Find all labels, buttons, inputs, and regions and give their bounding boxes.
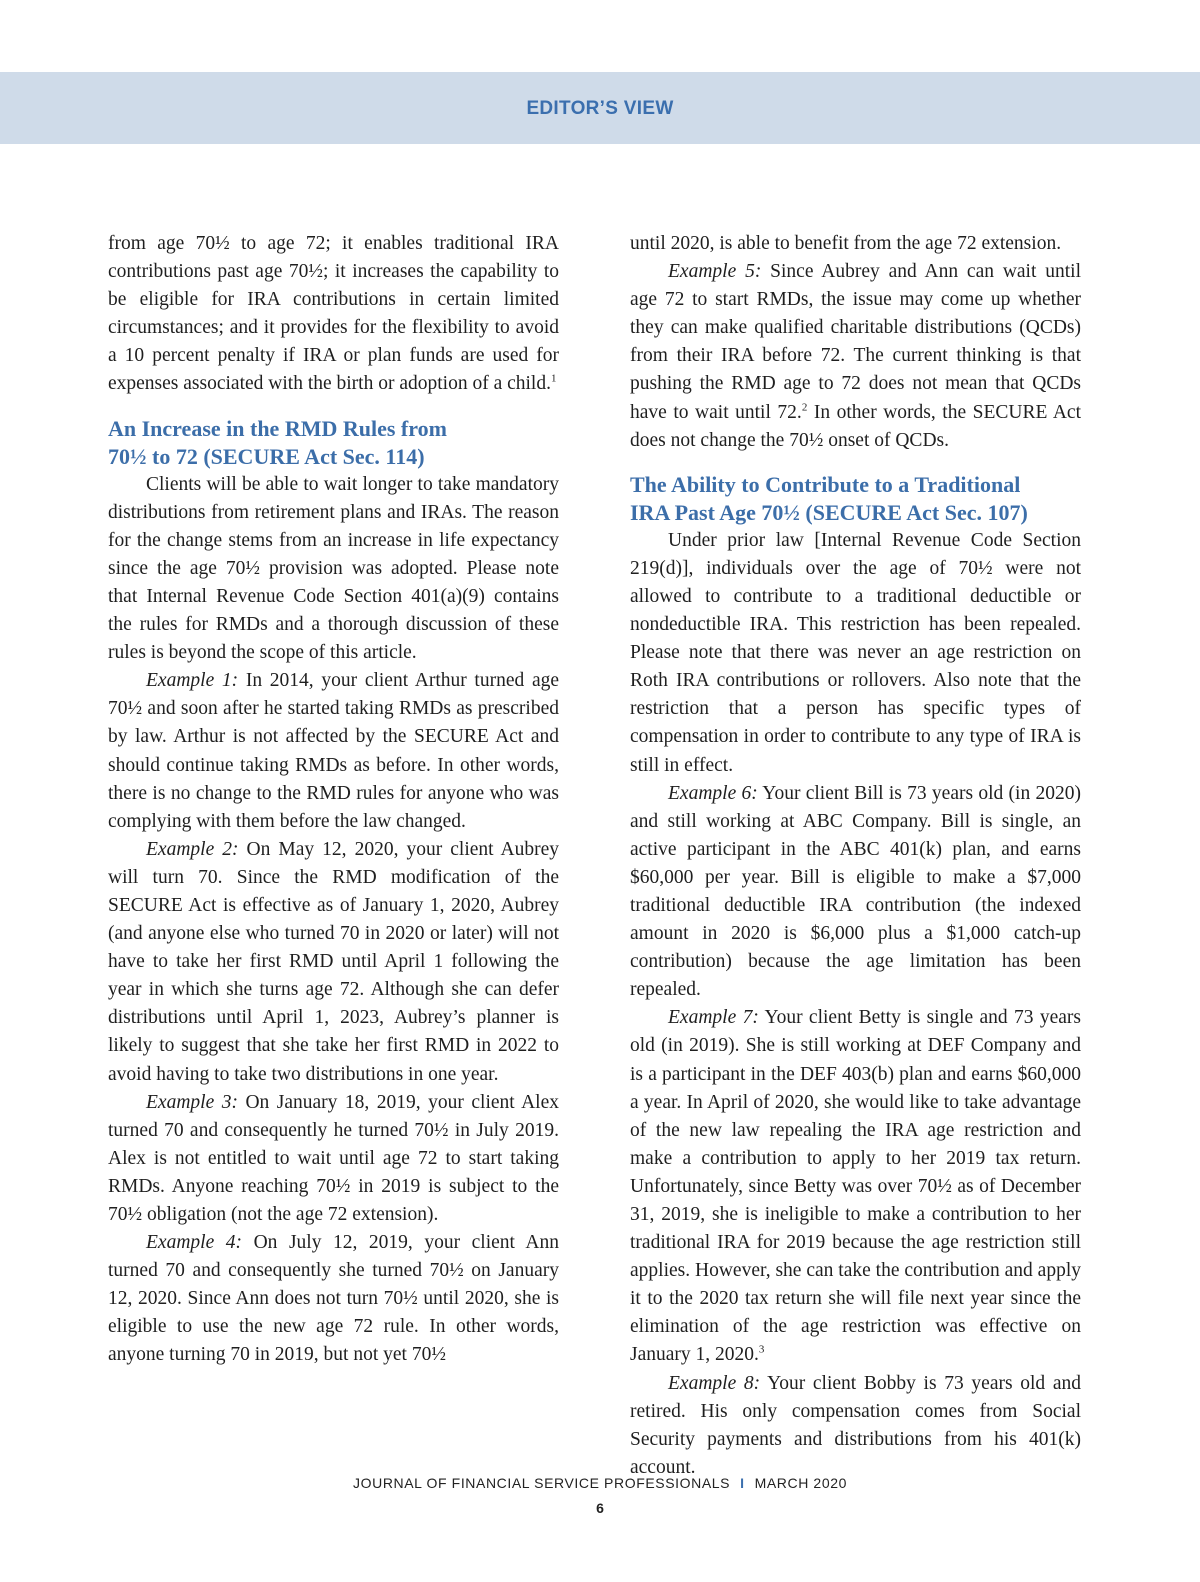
journal-footer — [0, 1475, 1200, 1491]
right-column — [630, 230, 1081, 1482]
example-paragraph: Example 7: Your client Betty is single and 73 years old (in 2019). She is still working at DEF Company and is a participant in the DEF 403(b) plan and earns $60,000 a year. In April of 2020, she would like to take advantage of the new law repealing the IRA age restriction and make a contribution to apply to her 2019 tax return. Unfortunately, since Betty was over 70½ as of December 31, 2019, she is ineligible to make a contribution to her traditional IRA for 2019 because the age restriction still applies. However, she can take the contribution and apply it to the 2020 tax return she will file next year since the elimination of the age restriction was effective on January 1, 2020.$^3$ — [630, 1007, 1082, 1366]
footnote-ref[interactable]: 1 — [550, 372, 557, 385]
paragraph: Clients will be able to wait longer to take mandatory distributions from retirement plans and IRAs. The reason for the change stems from an increase in life expectancy since the age 70½ provision was adopted. Please note that Internal Revenue Code Section 401(a)(9) contains the rules for RMDs and a thorough discussion of these rules is beyond the scope of this article. — [108, 473, 559, 664]
example-label: Example 4: — [146, 1232, 243, 1254]
journal-name: JOURNAL OF FINANCIAL SERVICE PROFESSIONALS — [353, 1475, 731, 1491]
example-paragraph: Example 3: On January 18, 2019, your client Alex turned 70 and consequently he turned 70½ in July 2019. Alex is not entitled to wait until age 72 to start taking RMDs. Anyone reaching 70½ in 2019 is subject to the 70½ obligation (not the age 72 extension). — [108, 1091, 559, 1225]
paragraph: from age 70½ to age 72; it enables traditional IRA contributions past age 70½; it increases the capability to be eligible for IRA contributions in certain limited circumstances; and it provides for the flexibility to avoid a 10 percent penalty if IRA or plan funds are used for expenses associated with the birth or adoption of a child.$^1$ — [108, 233, 559, 395]
example-label: Example 5: — [668, 261, 762, 283]
example-paragraph: Example 8: Your client Bobby is 73 years old and retired. His only compensation comes from Social Security payments and distributions from his 401(k) account. — [630, 1372, 1081, 1478]
example-label: Example 7: — [668, 1007, 759, 1029]
section-heading: The Ability to Contribute to a Traditional IRA Past Age 70½ (SECURE Act Sec. 107) — [630, 471, 1028, 525]
footnote-ref[interactable]: 2 — [801, 401, 808, 414]
example-paragraph: Example 6: Your client Bill is 73 years old (in 2020) and still working at ABC Company. Bill is single, an active participant in the ABC 401(k) plan, and earns $60,000 per year. Bill is eligible to make a $7,000 traditional deductible IRA contribution (the indexed amount in 2020 is $6,000 plus a $1,000 catch-up contribution) because the age limitation has been repealed. — [630, 782, 1081, 1001]
section-heading: An Increase in the RMD Rules from 70½ to 72 (SECURE Act Sec. 114) — [108, 415, 447, 469]
footnote-ref[interactable]: 3 — [758, 1343, 765, 1356]
example-label: Example 3: — [146, 1091, 238, 1113]
example-label: Example 6: — [668, 782, 758, 804]
footer-separator: I — [740, 1475, 745, 1491]
issue-date: MARCH 2020 — [754, 1475, 847, 1491]
section-title: EDITOR’S VIEW — [526, 98, 674, 119]
example-label: Example 1: — [146, 670, 239, 692]
example-paragraph: Example 1: In 2014, your client Arthur turned age 70½ and soon after he started taking RMDs as prescribed by law. Arthur is not affected by the SECURE Act and should continue taking RMDs as before. In other words, there is no change to the RMD rules for anyone who was complying with them before the law changed. — [108, 670, 560, 832]
page-number: 6 — [596, 1500, 604, 1516]
example-label: Example 2: — [146, 838, 239, 860]
example-paragraph: Example 5: Since Aubrey and Ann can wait until age 72 to start RMDs, the issue may come up whether they can make qualified charitable distributions (QCDs) from their IRA before 72. The current thinking is that pushing the RMD age to 72 does not mean that QCDs have to wait until 72.$^2$ In other words, the SECURE Act does not change the 70½ onset of QCDs. — [630, 261, 1082, 451]
paragraph: until 2020, is able to benefit from the age 72 extension. — [630, 233, 1062, 254]
example-paragraph: Example 4: On July 12, 2019, your client Ann turned 70 and consequently she turned 70½ on January 12, 2020. Since Ann does not turn 70½ until 2020, she is eligible to use the new age 72 rule. In other words, anyone turning 70 in 2019, but not yet 70½ — [108, 1232, 559, 1366]
left-column — [108, 230, 559, 1370]
example-paragraph: Example 2: On May 12, 2020, your client Aubrey will turn 70. Since the RMD modification of the SECURE Act is effective as of January 1, 2020, Aubrey (and anyone else who turned 70 in 2020 or later) will not have to take her first RMD until April 1 following the year in which she turns age 72. Although she can defer distributions until April 1, 2023, Aubrey’s planner is likely to suggest that she take her first RMD in 2022 to avoid having to take two distributions in one year. — [108, 838, 559, 1085]
example-label: Example 8: — [668, 1372, 761, 1394]
paragraph: Under prior law [Internal Revenue Code Section 219(d)], individuals over the age of 70½ were not allowed to contribute to a traditional deductible or nondeductible IRA. This restriction has been repealed. Please note that there was never an age restriction on Roth IRA contributions or rollovers. Also note that the restriction that a person has specific types of compensation in order to contribute to any type of IRA is still in effect. — [630, 529, 1081, 776]
